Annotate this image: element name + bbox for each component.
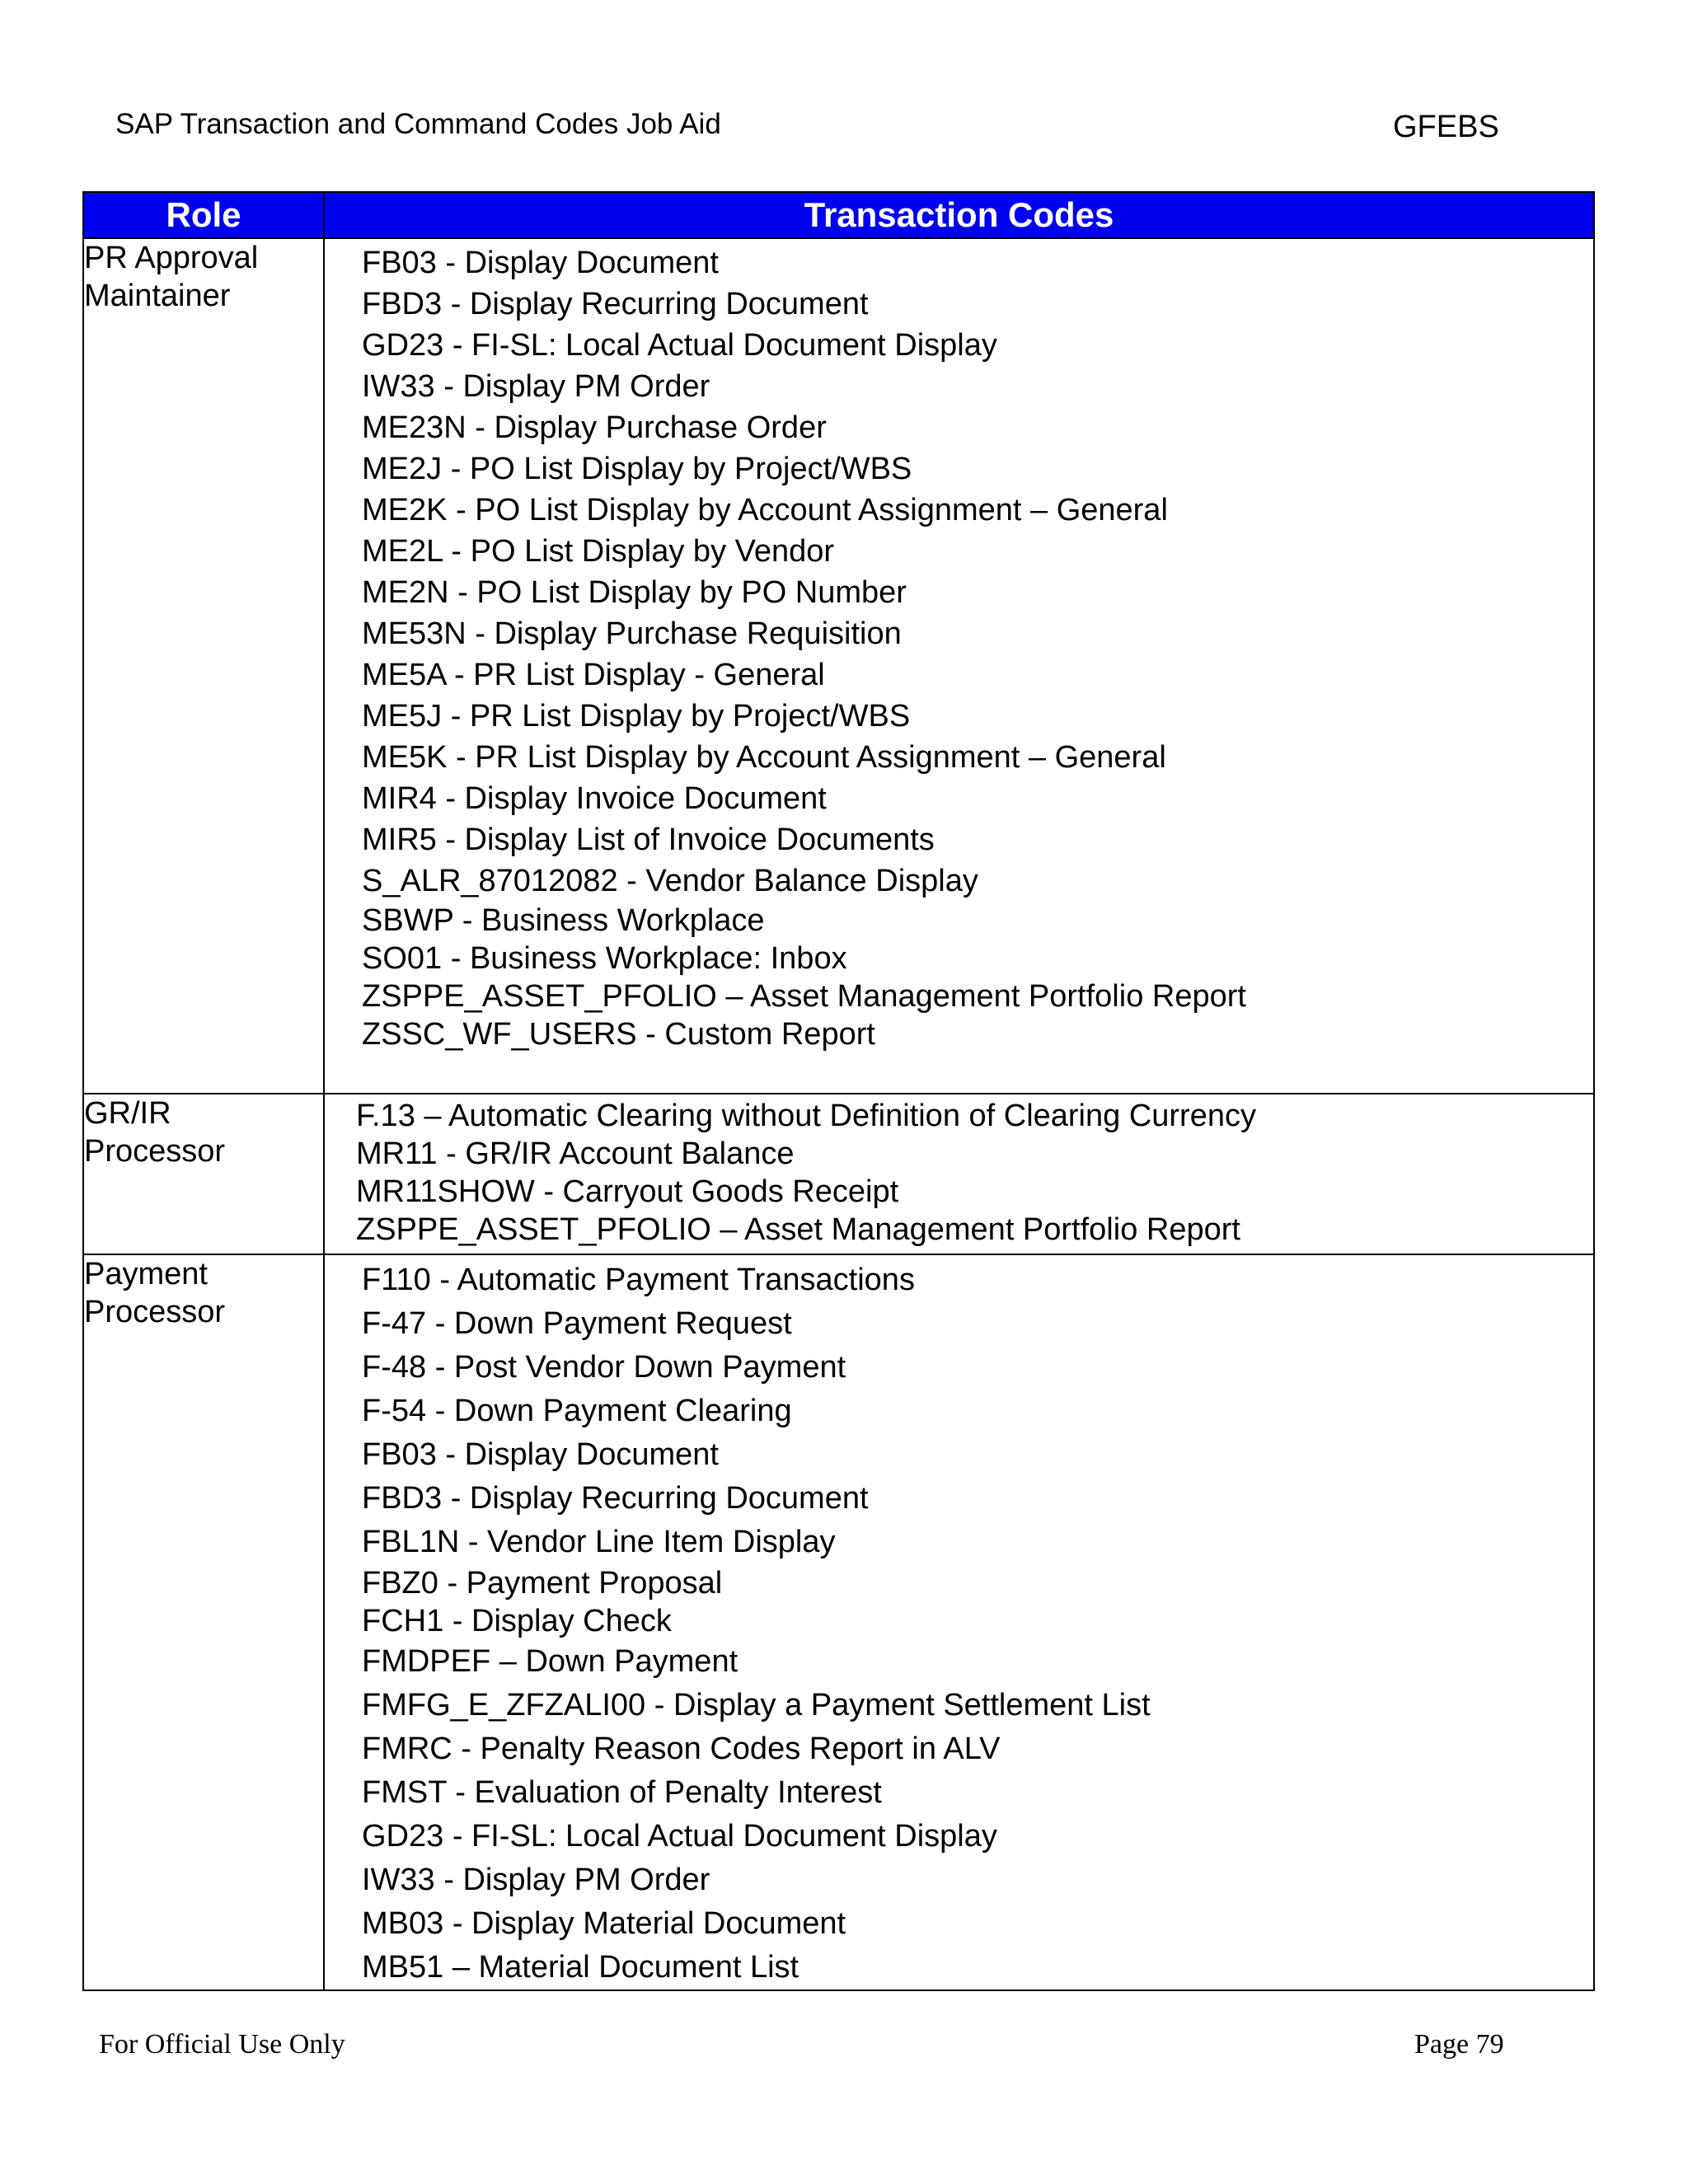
list-item: FBZ0 - Payment Proposal bbox=[362, 1566, 723, 1601]
list-item: ME5A - PR List Display - General bbox=[362, 658, 825, 692]
list-item: MB03 - Display Material Document bbox=[362, 1906, 846, 1941]
transaction-codes-table bbox=[82, 191, 1595, 1991]
list-item: ME53N - Display Purchase Requisition bbox=[362, 616, 902, 651]
list-item: ZSSC_WF_USERS - Custom Report bbox=[362, 1017, 875, 1052]
column-header-transaction-codes: Transaction Codes bbox=[324, 192, 1594, 238]
codes-cell bbox=[324, 1094, 1594, 1254]
list-item: FB03 - Display Document bbox=[362, 246, 719, 280]
list-item: FB03 - Display Document bbox=[362, 1437, 719, 1472]
list-item: MR11 - GR/IR Account Balance bbox=[356, 1137, 795, 1171]
code-list bbox=[325, 1255, 1593, 1990]
list-item: FMST - Evaluation of Penalty Interest bbox=[362, 1775, 882, 1810]
list-item: F.13 – Automatic Clearing without Definition of Clearing Currency bbox=[356, 1099, 1256, 1133]
list-item: S_ALR_87012082 - Vendor Balance Display bbox=[362, 864, 978, 898]
list-item: F110 - Automatic Payment Transactions bbox=[362, 1263, 915, 1297]
list-item: F-47 - Down Payment Request bbox=[362, 1306, 792, 1341]
role-cell: PR Approval Maintainer bbox=[83, 238, 324, 1094]
document-title: SAP Transaction and Command Codes Job Aid bbox=[115, 108, 721, 140]
list-item: ME2N - PO List Display by PO Number bbox=[362, 575, 907, 610]
list-item: MB51 – Material Document List bbox=[362, 1950, 799, 1985]
role-cell: GR/IR Processor bbox=[83, 1094, 324, 1254]
code-list bbox=[325, 1094, 1593, 1249]
list-item: ME5K - PR List Display by Account Assignment – General bbox=[362, 740, 1166, 775]
codes-cell bbox=[324, 238, 1594, 1094]
code-list bbox=[325, 239, 1593, 1053]
list-item: ZSPPE_ASSET_PFOLIO – Asset Management Portfolio Report bbox=[362, 979, 1246, 1014]
list-item: ME2J - PO List Display by Project/WBS bbox=[362, 452, 912, 486]
list-item: GD23 - FI-SL: Local Actual Document Display bbox=[362, 1819, 997, 1854]
list-item: ME2L - PO List Display by Vendor bbox=[362, 534, 835, 569]
list-item: MR11SHOW - Carryout Goods Receipt bbox=[356, 1174, 899, 1209]
role-cell: Payment Processor bbox=[83, 1254, 324, 1990]
list-item: IW33 - Display PM Order bbox=[362, 369, 710, 404]
list-item: FMRC - Penalty Reason Codes Report in ALV bbox=[362, 1732, 1001, 1766]
list-item: IW33 - Display PM Order bbox=[362, 1863, 710, 1897]
list-item: ME5J - PR List Display by Project/WBS bbox=[362, 699, 911, 733]
codes-cell bbox=[324, 1254, 1594, 1990]
table-row bbox=[83, 238, 1594, 1094]
list-item: FBD3 - Display Recurring Document bbox=[362, 287, 869, 321]
list-item: FBL1N - Vendor Line Item Display bbox=[362, 1525, 836, 1559]
list-item: ZSPPE_ASSET_PFOLIO – Asset Management Portfolio Report bbox=[356, 1212, 1240, 1247]
table-row bbox=[83, 1254, 1594, 1990]
organization-label: GFEBS bbox=[1393, 110, 1499, 144]
list-item: FBD3 - Display Recurring Document bbox=[362, 1481, 869, 1516]
list-item: ME23N - Display Purchase Order bbox=[362, 410, 827, 445]
list-item: FMDPEF – Down Payment bbox=[362, 1644, 738, 1679]
table-header-row bbox=[83, 192, 1594, 238]
column-header-role: Role bbox=[83, 192, 324, 238]
list-item: SO01 - Business Workplace: Inbox bbox=[362, 941, 847, 976]
list-item: GD23 - FI-SL: Local Actual Document Display bbox=[362, 328, 997, 363]
list-item: F-48 - Post Vendor Down Payment bbox=[362, 1350, 846, 1385]
list-item: MIR5 - Display List of Invoice Documents bbox=[362, 823, 935, 857]
list-item: SBWP - Business Workplace bbox=[362, 903, 765, 938]
list-item: F-54 - Down Payment Clearing bbox=[362, 1394, 792, 1428]
classification-footer: For Official Use Only bbox=[99, 2029, 345, 2060]
list-item: FMFG_E_ZFZALI00 - Display a Payment Settlement List bbox=[362, 1688, 1151, 1722]
page-number: Page 79 bbox=[1414, 2029, 1504, 2060]
list-item: MIR4 - Display Invoice Document bbox=[362, 781, 827, 816]
table-row bbox=[83, 1094, 1594, 1254]
list-item: FCH1 - Display Check bbox=[362, 1604, 672, 1638]
list-item: ME2K - PO List Display by Account Assignment – General bbox=[362, 493, 1168, 527]
